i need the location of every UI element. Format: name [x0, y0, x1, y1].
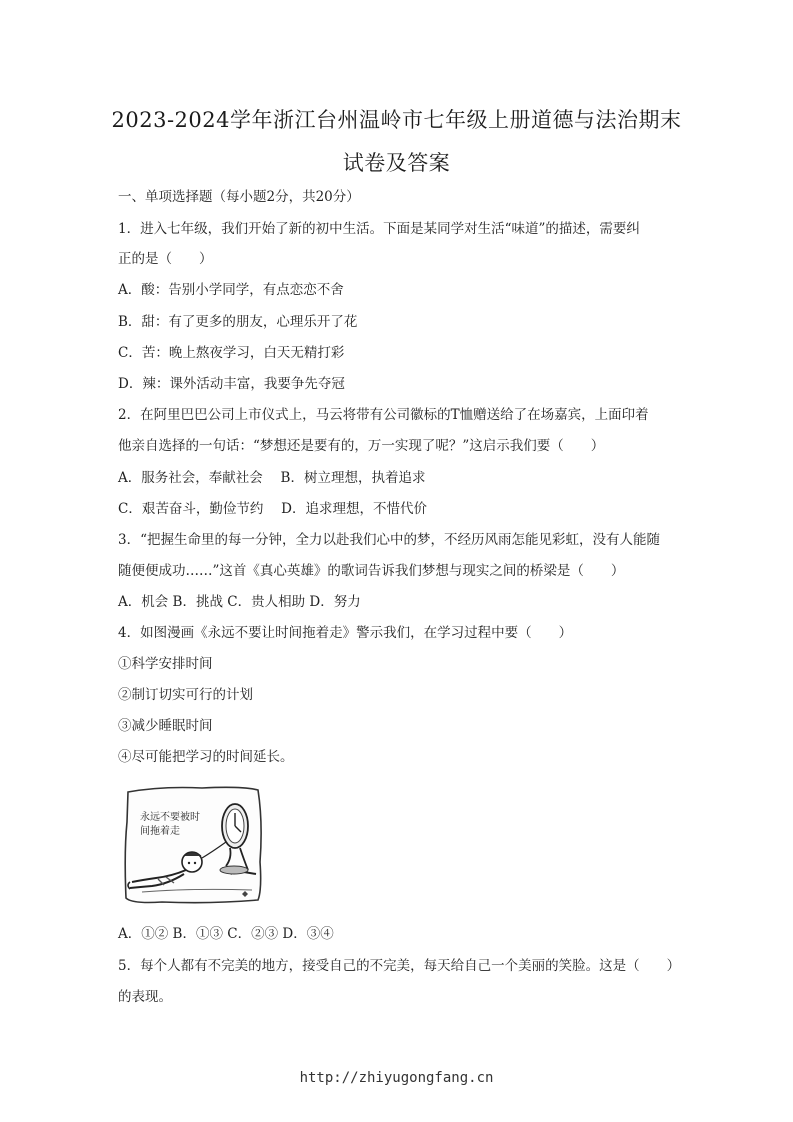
cartoon-caption-line-1: 永远不要被时 [140, 812, 200, 823]
question-5-line-1: 5．每个人都有不完美的地方，接受自己的不完美，每天给自己一个美丽的笑脸。这是（ ） [118, 958, 681, 974]
question-4-item-3: ③减少睡眠时间 [118, 718, 213, 734]
question-3-line-2: 随便便成功……”这首《真心英雄》的歌词告诉我们梦想与现实之间的桥梁是（ ） [118, 563, 625, 579]
section-heading: 一、单项选择题（每小题2分，共20分） [118, 189, 360, 205]
question-2-options-ab: A．服务社会，奉献社会 B．树立理想，执着追求 [118, 470, 426, 486]
question-4-stem: 4．如图漫画《永远不要让时间拖着走》警示我们，在学习过程中要（ ） [118, 625, 573, 641]
document-title-line-1: 2023-2024学年浙江台州温岭市七年级上册道德与法治期末 [111, 108, 682, 132]
question-3-options: A．机会 B．挑战 C．贵人相助 D．努力 [118, 594, 361, 610]
footer-url: http://zhiyugongfang.cn [299, 1070, 494, 1086]
question-1-option-d: D．辣：课外活动丰富，我要争先夺冠 [118, 376, 345, 392]
question-1-option-c: C．苦：晚上熬夜学习，白天无精打彩 [118, 345, 345, 361]
question-3-line-1: 3．“把握生命里的每一分钟，全力以赴我们心中的梦，不经历风雨怎能见彩虹，没有人能随 [118, 532, 660, 548]
question-2-options-cd: C．艰苦奋斗，勤俭节约 D．追求理想，不惜代价 [118, 501, 427, 517]
question-2-line-1: 2．在阿里巴巴公司上市仪式上，马云将带有公司徽标的T恤赠送给了在场嘉宾，上面印着 [118, 407, 649, 423]
question-4-item-4: ④尽可能把学习的时间延长。 [118, 749, 294, 765]
question-1-line-2: 正的是（ ） [118, 251, 213, 267]
question-1-option-b: B．甜：有了更多的朋友，心理乐开了花 [118, 314, 358, 330]
question-2-line-2: 他亲自选择的一句话：“梦想还是要有的，万一实现了呢？”这启示我们要（ ） [118, 438, 605, 454]
question-4-options: A．①② B．①③ C．②③ D．③④ [118, 926, 334, 942]
question-4-item-2: ②制订切实可行的计划 [118, 687, 253, 703]
question-1-option-a: A．酸：告别小学同学，有点恋恋不舍 [118, 282, 344, 298]
time-dragging-cartoon [122, 782, 268, 908]
cartoon-caption-line-2: 间拖着走 [140, 826, 180, 837]
question-4-item-1: ①科学安排时间 [118, 656, 213, 672]
question-5-line-2: 的表现。 [118, 989, 172, 1005]
document-title-line-2: 试卷及答案 [342, 151, 451, 175]
question-1-line-1: 1．进入七年级，我们开始了新的初中生活。下面是某同学对生活“味道”的描述，需要纠 [118, 221, 640, 237]
